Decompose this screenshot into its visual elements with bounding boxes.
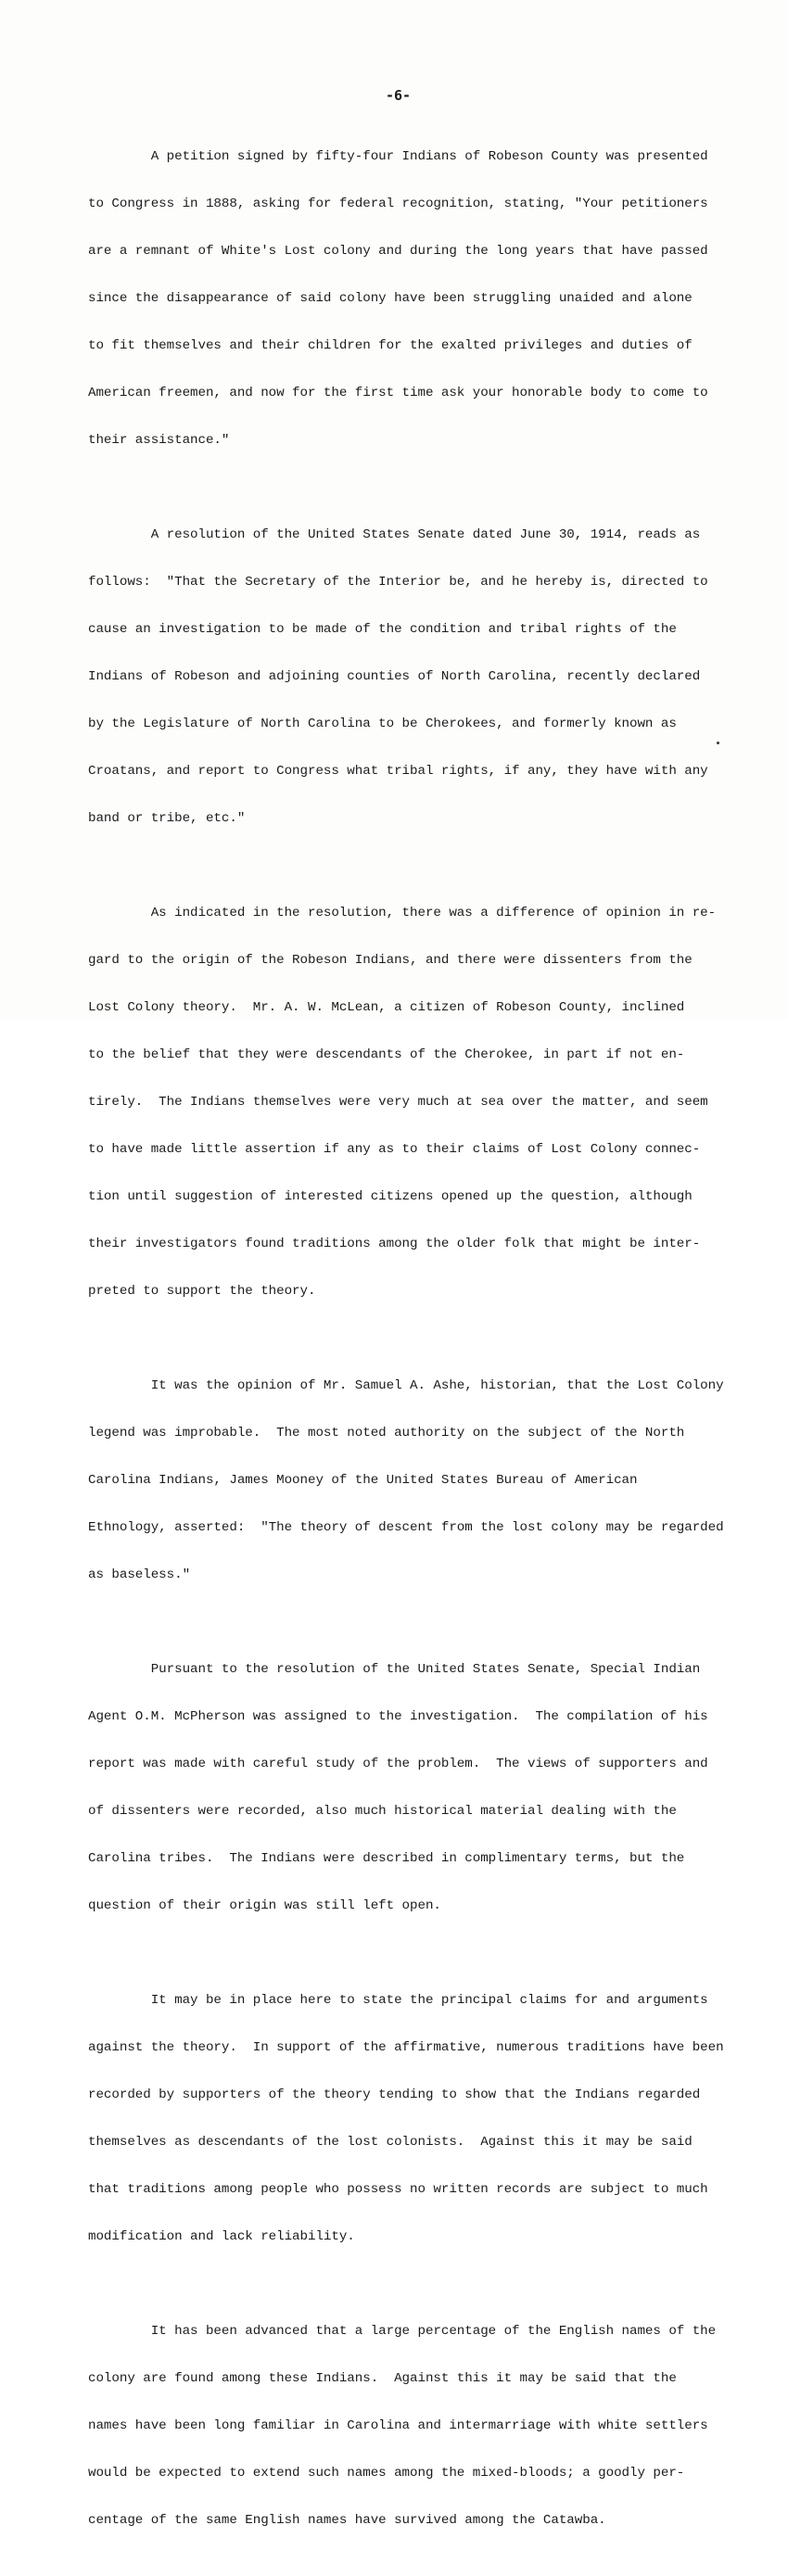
- paragraph-english-names: [88, 2292, 737, 2560]
- text-line: to have made little assertion if any as to their claims of Lost Colony connec-: [88, 1142, 701, 1157]
- text-line: Carolina tribes. The Indians were described in complimentary terms, but the: [88, 1851, 685, 1866]
- paragraph-ashe-opinion: [88, 1347, 737, 1615]
- text-line: report was made with careful study of the problem. The views of supporters and: [88, 1757, 708, 1771]
- text-line: A petition signed by fifty-four Indians of Robeson County was presented: [88, 149, 708, 164]
- page-number: -6-: [386, 87, 412, 104]
- text-line: themselves as descendants of the lost colonists. Against this it may be said: [88, 2135, 693, 2150]
- text-line: centage of the same English names have survived among the Catawba.: [88, 2513, 606, 2528]
- text-line: Carolina Indians, James Mooney of the United States Bureau of American: [88, 1473, 638, 1488]
- text-line: question of their origin was still left open.: [88, 1898, 441, 1913]
- text-line: their assistance.": [88, 433, 230, 448]
- text-line: against the theory. In support of the affirmative, numerous traditions have been: [88, 2040, 724, 2055]
- text-line: to the belief that they were descendants of the Cherokee, in part if not en-: [88, 1047, 685, 1062]
- paper-speck: [717, 742, 719, 744]
- text-line: Lost Colony theory. Mr. A. W. McLean, a citizen of Robeson County, inclined: [88, 1000, 685, 1015]
- text-line: tion until suggestion of interested citizens opened up the question, although: [88, 1189, 693, 1204]
- text-line: legend was improbable. The most noted authority on the subject of the North: [88, 1426, 685, 1440]
- paragraph-claims-arguments: [88, 1961, 737, 2277]
- text-line: their investigators found traditions among the older folk that might be inter-: [88, 1237, 701, 1251]
- text-line: colony are found among these Indians. Against this it may be said that the: [88, 2371, 677, 2386]
- text-line: tirely. The Indians themselves were very much at sea over the matter, and seem: [88, 1095, 708, 1110]
- text-line: It has been advanced that a large percentage of the English names of the: [88, 2324, 717, 2339]
- text-line: It may be in place here to state the principal claims for and arguments: [88, 1993, 708, 2008]
- text-line: as baseless.": [88, 1567, 191, 1582]
- text-line: are a remnant of White's Lost colony and during the long years that have passed: [88, 244, 708, 259]
- text-line: preted to support the theory.: [88, 1284, 316, 1299]
- text-line: It was the opinion of Mr. Samuel A. Ashe, historian, that the Lost Colony: [88, 1378, 724, 1393]
- text-line: Indians of Robeson and adjoining counties of North Carolina, recently declared: [88, 669, 701, 684]
- text-line: since the disappearance of said colony have been struggling unaided and alone: [88, 291, 693, 306]
- text-line: Agent O.M. McPherson was assigned to the investigation. The compilation of his: [88, 1709, 708, 1724]
- text-line: Croatans, and report to Congress what tribal rights, if any, they have with any: [88, 764, 708, 779]
- text-line: gard to the origin of the Robeson Indians, and there were dissenters from the: [88, 953, 693, 968]
- text-line: follows: "That the Secretary of the Interior be, and he hereby is, directed to: [88, 575, 708, 590]
- text-line: American freemen, and now for the first time ask your honorable body to come to: [88, 386, 708, 400]
- text-line: A resolution of the United States Senate dated June 30, 1914, reads as: [88, 527, 701, 542]
- text-line: by the Legislature of North Carolina to be Cherokees, and formerly known as: [88, 717, 677, 731]
- text-line: of dissenters were recorded, also much historical material dealing with the: [88, 1804, 677, 1819]
- paragraph-senate-resolution: [88, 496, 737, 858]
- text-line: that traditions among people who possess no written records are subject to much: [88, 2182, 708, 2197]
- text-line: band or tribe, etc.": [88, 811, 246, 826]
- text-line: cause an investigation to be made of the condition and tribal rights of the: [88, 622, 677, 637]
- text-line: Ethnology, asserted: "The theory of descent from the lost colony may be regarded: [88, 1520, 724, 1535]
- text-line: to Congress in 1888, asking for federal recognition, stating, "Your petitioners: [88, 197, 708, 211]
- document-body: [88, 118, 737, 2576]
- text-line: names have been long familiar in Carolina and intermarriage with white settlers: [88, 2418, 708, 2433]
- paragraph-petition: [88, 118, 737, 480]
- text-line: As indicated in the resolution, there was a difference of opinion in re-: [88, 906, 717, 920]
- paragraph-dissenters: [88, 874, 737, 1331]
- text-line: would be expected to extend such names among the mixed-bloods; a goodly per-: [88, 2466, 685, 2481]
- text-line: modification and lack reliability.: [88, 2229, 355, 2244]
- text-line: recorded by supporters of the theory tending to show that the Indians regarded: [88, 2087, 701, 2102]
- paragraph-mcpherson-investigation: [88, 1631, 737, 1946]
- text-line: to fit themselves and their children for the exalted privileges and duties of: [88, 338, 693, 353]
- text-line: Pursuant to the resolution of the United States Senate, Special Indian: [88, 1662, 701, 1677]
